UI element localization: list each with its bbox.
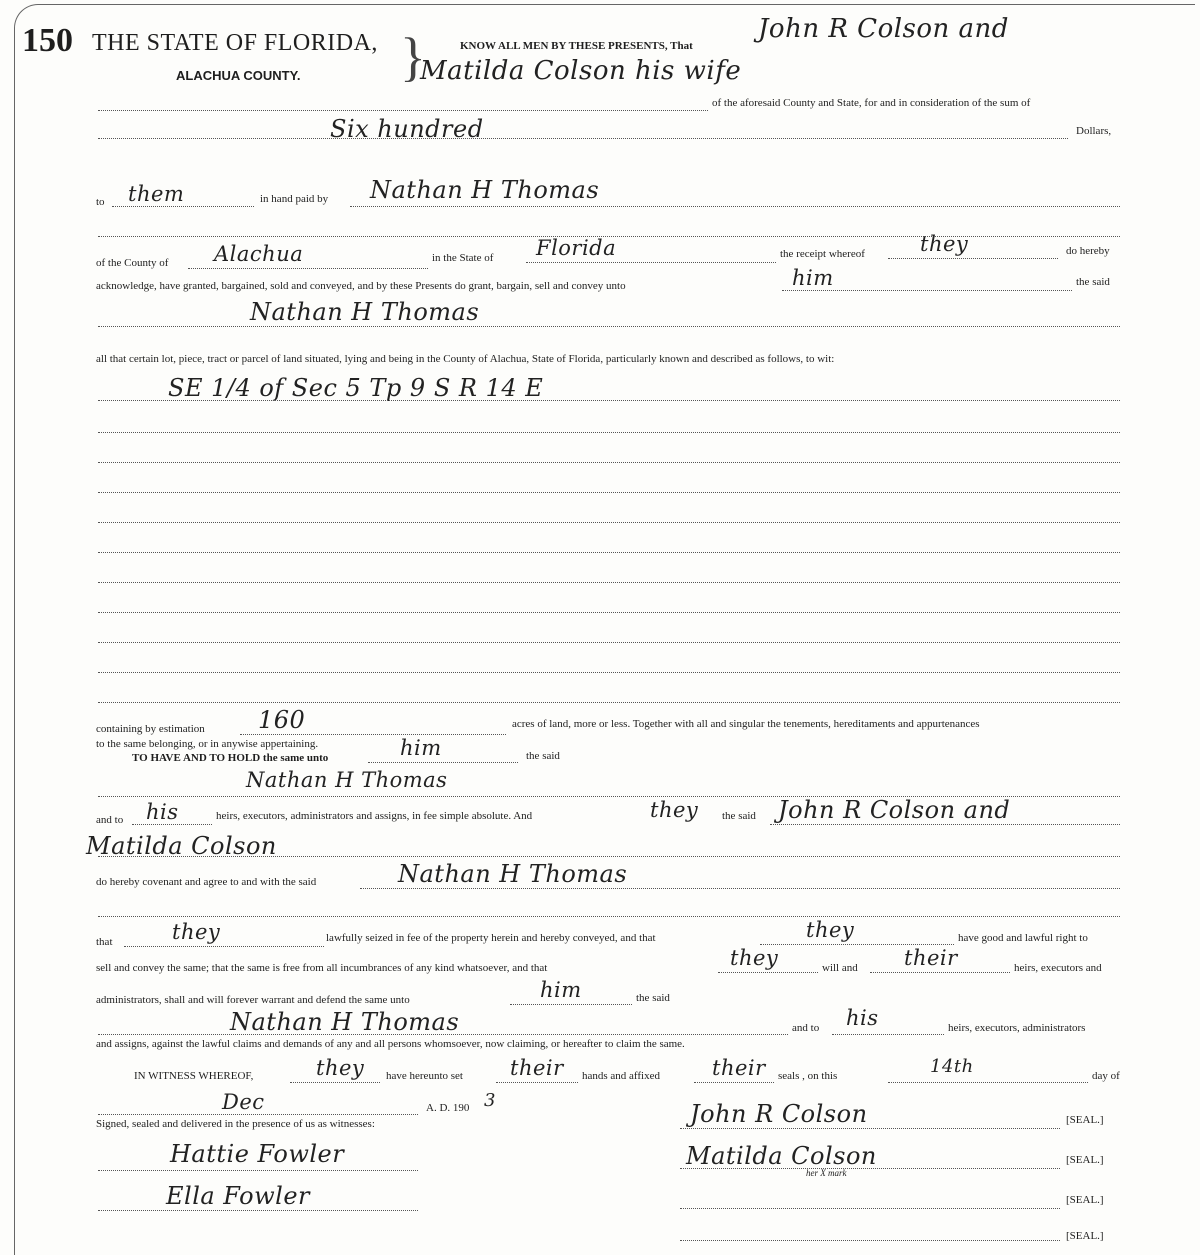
grantors-line1: John R Colson and <box>758 14 1009 44</box>
county-value: Alachua <box>214 242 304 266</box>
seized-value: they <box>806 918 855 942</box>
rule <box>98 1114 418 1115</box>
rule <box>496 1082 578 1083</box>
page-border <box>14 4 1195 1255</box>
rule <box>360 888 1120 889</box>
amount: Six hundred <box>330 115 484 143</box>
good-right-text: have good and lawful right to <box>958 932 1088 944</box>
rule <box>98 522 1120 523</box>
intro-text: KNOW ALL MEN BY THESE PRESENTS, That <box>460 40 693 52</box>
that-label: that <box>96 936 113 948</box>
state-value: Florida <box>536 236 617 260</box>
receipt-value: they <box>920 232 969 256</box>
rule <box>98 492 1120 493</box>
rule <box>870 972 1010 973</box>
their-seal: their <box>712 1056 766 1080</box>
heirs-exec: heirs, executors and <box>1014 962 1102 974</box>
his-value-2: his <box>846 1006 879 1030</box>
his-value: his <box>146 800 179 824</box>
legal-description: SE 1/4 of Sec 5 Tp 9 S R 14 E <box>168 374 544 402</box>
habendum-value: him <box>400 736 442 760</box>
seal-label-3: [SEAL.] <box>1066 1194 1104 1206</box>
admin-text: administrators, shall and will forever warrant and defend the same unto <box>96 994 410 1006</box>
grantors-repeat-2: Matilda Colson <box>86 832 277 860</box>
county-heading: ALACHUA COUNTY. <box>176 68 301 83</box>
rule <box>240 734 506 735</box>
defend-value: him <box>540 978 582 1002</box>
rule <box>694 1082 774 1083</box>
rule <box>98 856 1120 857</box>
convey-unto-value: him <box>792 266 834 290</box>
seal-label-1: [SEAL.] <box>1066 1114 1104 1126</box>
belonging-text: to the same belonging, or in anywise appertaining. <box>96 738 319 750</box>
state-heading: THE STATE OF FLORIDA, <box>92 30 378 56</box>
grantor-signature-1: John R Colson <box>690 1100 868 1128</box>
rule <box>350 206 1120 207</box>
rule <box>124 946 324 947</box>
rule <box>680 1128 1060 1129</box>
the-said: the said <box>1076 276 1110 288</box>
rule <box>98 916 1120 917</box>
land-text: all that certain lot, piece, tract or parcel of land situated, lying and being in the County of Alachua, State of Florida, particularly known and described as follows, to wit: <box>96 353 835 365</box>
seal-label-2: [SEAL.] <box>1066 1154 1104 1166</box>
the-said-2: the said <box>722 810 756 822</box>
dollars-label: Dollars, <box>1076 125 1112 137</box>
defend-said: the said <box>636 992 670 1004</box>
rule <box>98 110 708 111</box>
rule <box>98 326 1120 327</box>
rule <box>760 944 954 945</box>
covenant-text: do hereby covenant and agree to and with the said <box>96 876 317 888</box>
grantee: Nathan H Thomas <box>370 176 600 204</box>
acres-value: 160 <box>258 706 306 734</box>
grantee-repeat-1: Nathan H Thomas <box>250 298 480 326</box>
grantors-repeat-1: John R Colson and <box>778 796 1011 824</box>
rule <box>112 206 254 207</box>
witness-signature-1: Hattie Fowler <box>170 1140 345 1168</box>
rule <box>98 672 1120 673</box>
rule <box>888 258 1058 259</box>
consideration-text: of the aforesaid County and State, for and in consideration of the sum of <box>712 97 1031 109</box>
paid-by-label: in hand paid by <box>260 193 329 205</box>
seals-on-this: seals , on this <box>778 1070 838 1082</box>
day-of: day of <box>1092 1070 1120 1082</box>
rule <box>188 268 428 269</box>
rule <box>770 824 1120 825</box>
sell-text: sell and convey the same; that the same is free from all incumbrances of any kind whatsoever, and that <box>96 962 548 974</box>
rule <box>98 642 1120 643</box>
and-to-2: and to <box>792 1022 820 1034</box>
rule <box>132 824 212 825</box>
containing-label: containing by estimation <box>96 723 205 735</box>
rule <box>98 138 1068 139</box>
day-value: 14th <box>930 1056 974 1077</box>
seal-label-4: [SEAL.] <box>1066 1230 1104 1242</box>
grantee-repeat-2: Nathan H Thomas <box>246 768 448 792</box>
county-label: of the County of <box>96 257 169 269</box>
rule <box>98 1170 418 1171</box>
will-and: will and <box>822 962 858 974</box>
brace: } <box>400 27 426 87</box>
receipt-label: the receipt whereof <box>780 248 865 260</box>
grantors-line2: Matilda Colson his wife <box>420 56 742 86</box>
rule <box>680 1240 1060 1241</box>
will-value: they <box>730 946 779 970</box>
rule <box>98 612 1120 613</box>
page-number: 150 <box>22 22 73 59</box>
ad-year: A. D. 190 <box>426 1102 470 1114</box>
to-value: them <box>128 182 185 206</box>
rule <box>888 1082 1088 1083</box>
witness-label: IN WITNESS WHEREOF, <box>134 1070 254 1082</box>
state-label: in the State of <box>432 252 494 264</box>
rule <box>98 432 1120 433</box>
and-value: they <box>650 798 699 822</box>
rule <box>782 290 1072 291</box>
grantee-repeat-3: Nathan H Thomas <box>398 860 628 888</box>
do-hereby: do hereby <box>1066 245 1110 257</box>
acres-text: acres of land, more or less. Together with all and singular the tenements, hereditaments and appurtenances <box>512 718 980 730</box>
rule <box>290 1082 380 1083</box>
heirs-text: heirs, executors, administrators and assigns, in fee simple absolute. And <box>216 810 533 822</box>
rule <box>98 552 1120 553</box>
rule <box>718 972 818 973</box>
to-label: to <box>96 196 105 208</box>
rule <box>680 1168 1060 1169</box>
rule <box>98 400 1120 401</box>
rule <box>98 1034 788 1035</box>
rule <box>98 582 1120 583</box>
grantee-repeat-4: Nathan H Thomas <box>230 1008 460 1036</box>
signed-text: Signed, sealed and delivered in the presence of us as witnesses: <box>96 1118 375 1130</box>
rule <box>98 1210 418 1211</box>
assigns-text: and assigns, against the lawful claims and demands of any and all persons whomsoever, now claiming, or hereafter to claim the same. <box>96 1038 685 1050</box>
hands-affixed: hands and affixed <box>582 1070 660 1082</box>
hereunto-set: have hereunto set <box>386 1070 463 1082</box>
witness-value: they <box>316 1056 365 1080</box>
and-to: and to <box>96 814 124 826</box>
rule <box>832 1034 944 1035</box>
rule <box>98 702 1120 703</box>
rule <box>680 1208 1060 1209</box>
seized-text: lawfully seized in fee of the property herein and hereby conveyed, and that <box>326 932 656 944</box>
habendum-text: TO HAVE AND TO HOLD the same unto <box>132 752 329 764</box>
month-value: Dec <box>222 1090 265 1114</box>
rule <box>368 762 518 763</box>
that-value: they <box>172 920 221 944</box>
witness-signature-2: Ella Fowler <box>166 1182 310 1210</box>
rule <box>526 262 776 263</box>
habendum-said: the said <box>526 750 560 762</box>
rule <box>98 462 1120 463</box>
grantor-signature-2: Matilda Colson <box>686 1142 877 1170</box>
their-value: their <box>904 946 958 970</box>
acknowledge-text: acknowledge, have granted, bargained, sold and conveyed, and by these Presents do grant, bargain, sell and convey unto <box>96 280 626 292</box>
rule <box>510 1004 632 1005</box>
mark-note: her X mark <box>806 1168 847 1178</box>
heirs-exec-admin: heirs, executors, administrators <box>948 1022 1086 1034</box>
their-hand: their <box>510 1056 564 1080</box>
year-value: 3 <box>484 1090 496 1111</box>
